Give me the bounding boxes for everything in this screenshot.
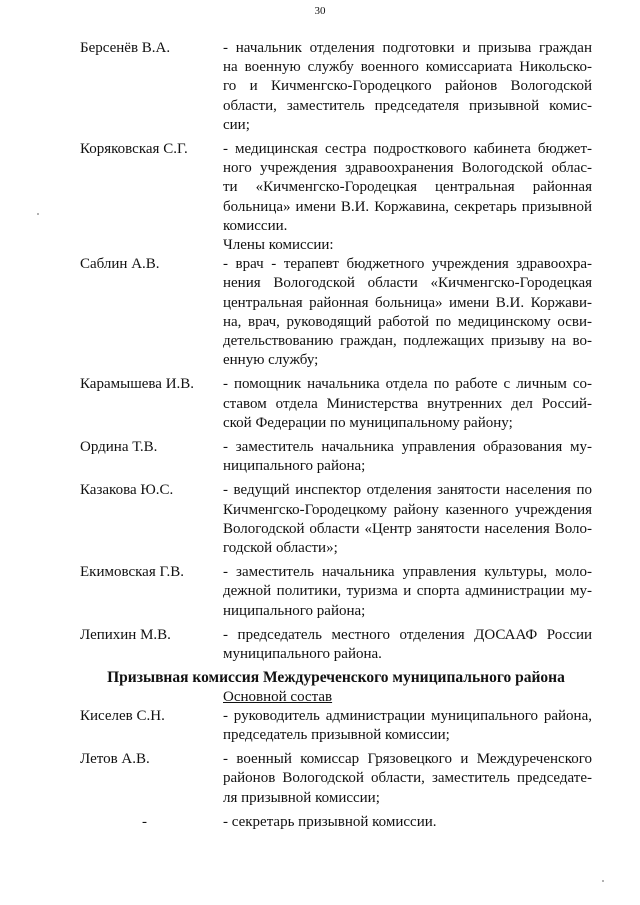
person-entry <box>80 481 592 558</box>
person-role <box>223 140 592 236</box>
members-label: Члены комиссии: <box>223 237 334 254</box>
person-entry <box>80 707 592 745</box>
role-line: - начальник отделения подготовки и призыва граждан <box>223 40 592 56</box>
commission-members-list <box>80 255 592 664</box>
role-line: - помощник начальника отдела по работе с личным со- <box>223 376 592 393</box>
role-line: сии; <box>223 116 250 133</box>
person-name: Коряковская С.Г. <box>80 141 188 158</box>
person-entry <box>80 813 592 832</box>
person-role <box>223 255 592 370</box>
scan-speck <box>602 880 604 882</box>
person-role <box>223 375 592 433</box>
role-line: дежной политики, туризма и спорта администрации му- <box>223 583 592 600</box>
scan-speck <box>37 213 39 215</box>
role-line: больница» имени В.И. Коржавина, секретарь призывной <box>223 198 592 215</box>
role-line: енную службу; <box>223 352 319 369</box>
role-line: го и Кичменгско-Городецкого районов Вологодской <box>223 78 592 95</box>
role-line: ниципального района; <box>223 458 366 475</box>
person-role <box>223 39 592 135</box>
main-composition-list <box>80 707 592 832</box>
person-role <box>223 438 592 476</box>
role-line: - ведущий инспектор отделения занятости населения по <box>223 482 592 499</box>
person-role <box>223 481 592 558</box>
person-entry <box>80 438 592 476</box>
role-line: муниципального района. <box>223 646 382 663</box>
role-line: ти «Кичменгско-Городецкая центральная районная <box>223 179 592 196</box>
role-line: - медицинская сестра подросткового кабинета бюджет- <box>223 141 592 158</box>
role-line: ской Федерации по муниципальному району; <box>223 414 513 431</box>
role-line: - руководитель администрации муниципального района, <box>223 707 592 724</box>
person-name: Казакова Ю.С. <box>80 482 174 499</box>
person-entry <box>80 563 592 621</box>
role-line: области, заместитель председателя призывной комис- <box>223 97 592 114</box>
person-role <box>223 707 592 745</box>
role-line: ниципального района; <box>223 602 366 619</box>
role-line: на, врач, руководящий работой по медицинскому осви- <box>223 313 592 330</box>
person-name: Ордина Т.В. <box>80 439 158 456</box>
person-entry <box>80 750 592 808</box>
role-line: - военный комиссар Грязовецкого и Междуреченского <box>223 751 592 768</box>
role-line: ля призывной комиссии; <box>223 789 380 806</box>
role-line: детельствованию граждан, подлежащих призыву на во- <box>223 333 592 350</box>
role-line: ставом отдела Министерства внутренних дел Россий- <box>223 395 592 412</box>
person-entry <box>80 39 592 135</box>
person-name: Берсенёв В.А. <box>80 40 171 56</box>
role-line: - врач - терапевт бюджетного учреждения здравоохра- <box>223 256 592 273</box>
role-line: районов Вологодской области, заместитель председате- <box>223 770 592 787</box>
role-line: председатель призывной комиссии; <box>223 726 450 743</box>
document-body <box>80 39 592 832</box>
person-name: Саблин А.В. <box>80 256 160 273</box>
commission-leadership-list <box>80 39 592 236</box>
role-line: - председатель местного отделения ДОСААФ России <box>223 626 592 643</box>
person-role <box>223 813 592 832</box>
person-name: Летов А.В. <box>80 751 150 768</box>
role-line: Кичменгско-Городецкому району казенного учреждения <box>223 501 592 518</box>
person-entry <box>80 375 592 433</box>
person-role <box>223 750 592 808</box>
role-line: годской области»; <box>223 540 338 557</box>
role-line: комиссии. <box>223 217 288 234</box>
person-role <box>223 626 592 664</box>
person-name: Лепихин М.В. <box>80 626 171 643</box>
section-subheading: Основной состав <box>223 688 333 705</box>
person-entry <box>80 255 592 370</box>
role-line: на военную службу военного комиссариата Никольско- <box>223 59 592 76</box>
person-name: Карамышева И.В. <box>80 376 195 393</box>
person-role <box>223 563 592 621</box>
role-line: - заместитель начальника управления образования му- <box>223 439 592 456</box>
role-line: Вологодской области «Центр занятости населения Воло- <box>223 520 592 537</box>
person-name: Киселев С.Н. <box>80 707 165 724</box>
person-entry <box>80 140 592 236</box>
person-name: Екимовская Г.В. <box>80 564 184 581</box>
section-heading: Призывная комиссия Междуреченского муниципального района <box>107 669 565 687</box>
role-line: ного учреждения здравоохранения Вологодской облас- <box>223 160 592 177</box>
role-line: центральная районная больница» имени В.И. Коржави- <box>223 294 592 311</box>
role-line: - заместитель начальника управления культуры, моло- <box>223 564 592 581</box>
role-line: - секретарь призывной комиссии. <box>223 813 437 830</box>
person-name: - <box>142 813 147 830</box>
person-entry <box>80 626 592 664</box>
page-number: 30 <box>314 5 326 17</box>
role-line: нения Вологодской области «Кичменгско-Городецкая <box>223 275 592 292</box>
